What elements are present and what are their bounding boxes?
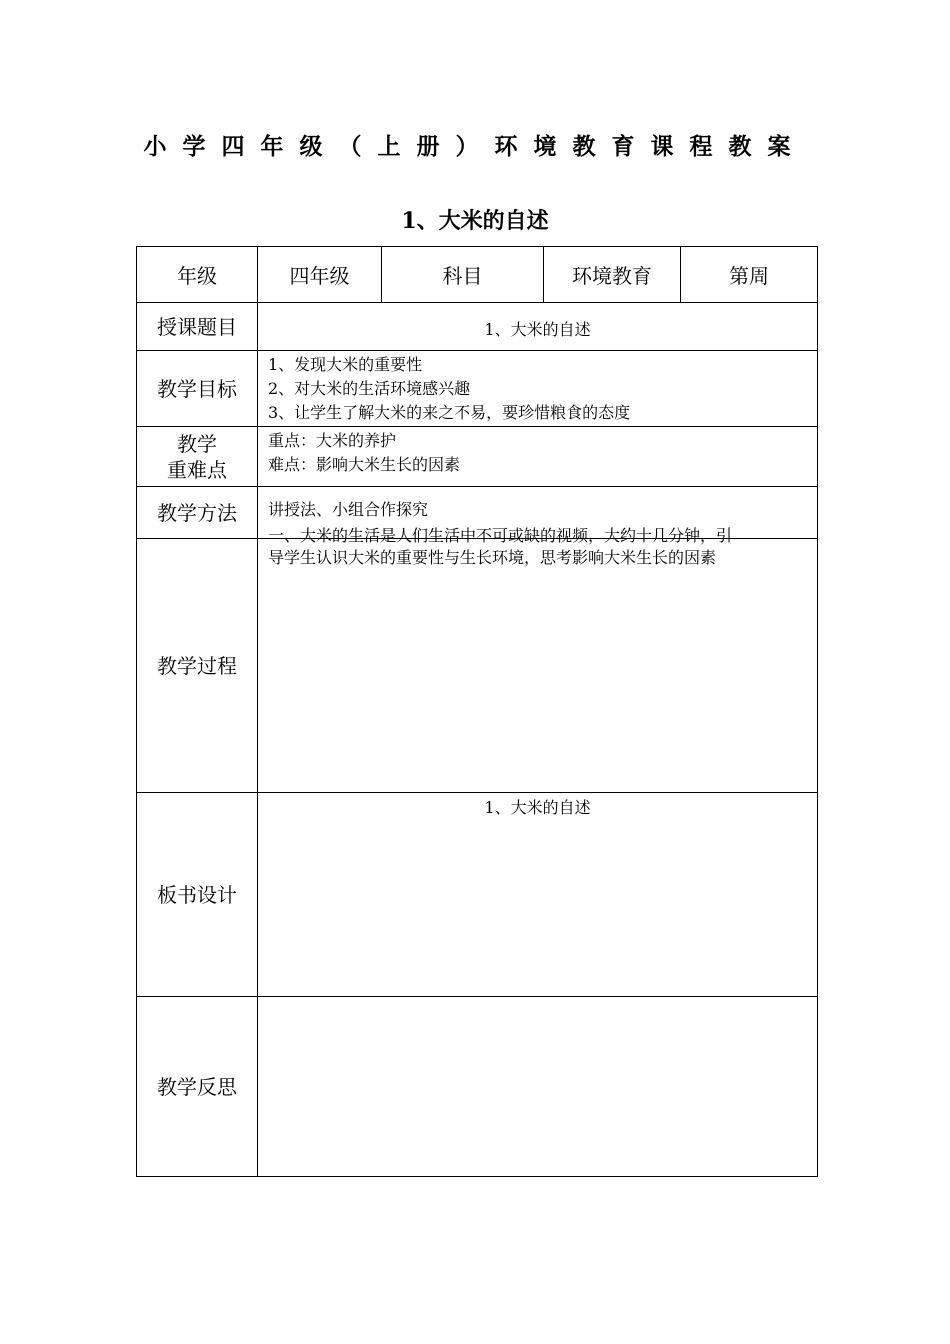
difficulty-text: 难点：影响大米生长的因素 [268,455,461,474]
process-content [258,526,818,793]
key-points-label-line1: 教学 [177,431,217,456]
objective-item: 1、发现大米的重要性 [268,355,423,374]
overlapping-text-block [268,525,807,569]
topic-row [137,303,818,351]
process-row [137,539,818,793]
method-value: 讲授法、小组合作探究 [258,487,818,539]
page-title: 小学四年级（上册）环境教育课程教案 [143,133,807,160]
key-points-content [258,427,818,487]
reflection-label: 教学反思 [137,997,258,1177]
method-label: 教学方法 [137,487,258,539]
objective-item: 3、让学生了解大米的来之不易，要珍惜粮食的态度 [268,403,631,422]
topic-value: 1、大米的自述 [258,303,818,351]
reflection-row [137,997,818,1177]
process-label: 教学过程 [137,539,258,793]
lesson-plan-table [136,246,818,1177]
objectives-label: 教学目标 [137,351,258,427]
board-row [137,793,818,997]
subject-label: 科目 [382,247,544,303]
overflow-text-line1: 一、大米的生活是人们生活中不可或缺的视频，大约十几分钟，引 [268,526,733,545]
board-value: 1、大米的自述 [258,793,818,997]
key-points-label [137,427,258,487]
overflow-text-line2: 导学生认识大米的重要性与生长环境，思考影响大米生长的因素 [268,548,717,567]
topic-label: 授课题目 [137,303,258,351]
week-label: 第周 [681,247,818,303]
reflection-content [258,997,818,1177]
lesson-title: 1、大米的自述 [401,208,549,234]
grade-label: 年级 [137,247,258,303]
grade-value: 四年级 [258,247,382,303]
header-row [137,247,818,303]
subject-value: 环境教育 [544,247,681,303]
objectives-row [137,351,818,427]
board-label: 板书设计 [137,793,258,997]
key-points-row [137,427,818,487]
focus-text: 重点：大米的养护 [268,431,397,450]
objective-item: 2、对大米的生活环境感兴趣 [268,379,471,398]
objectives-list [258,351,818,427]
key-points-label-line2: 重难点 [167,457,227,482]
